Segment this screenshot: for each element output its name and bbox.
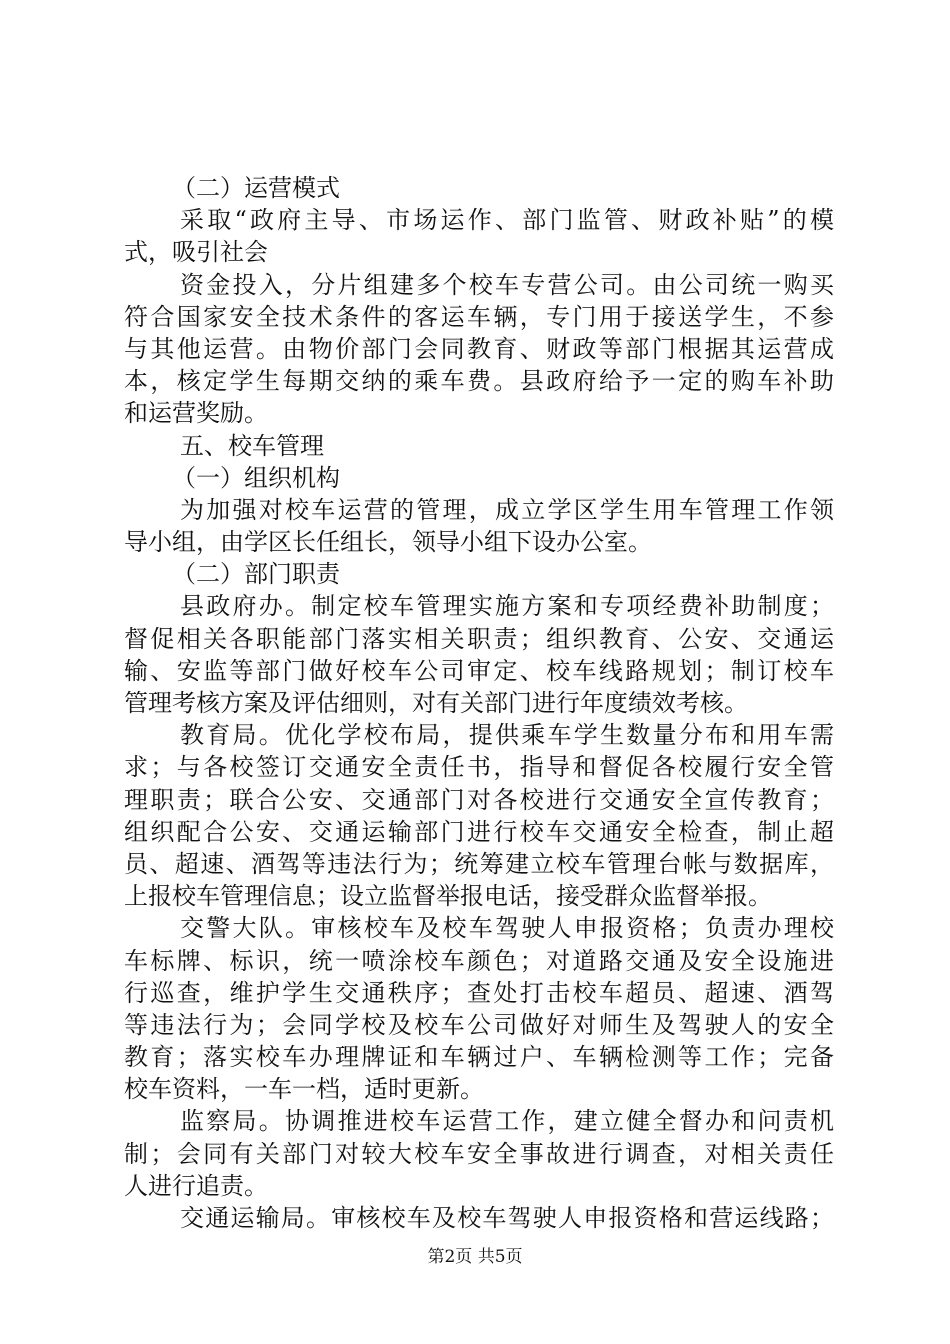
text-line: 人进行追责。 — [124, 1171, 268, 1200]
text-line: 交警大队。审核校车及校车驾驶人申报资格；负责办理校 — [180, 914, 834, 943]
text-line: 与其他运营。由物价部门会同教育、财政等部门根据其运营成 — [124, 334, 834, 363]
text-line: 上报校车管理信息；设立监督举报电话，接受群众监督举报。 — [124, 882, 772, 911]
text-line: 五、校车管理 — [180, 431, 324, 460]
text-line: 等违法行为；会同学校及校车公司做好对师生及驾驶人的安全 — [124, 1010, 834, 1039]
text-line: （二）运营模式 — [172, 174, 340, 202]
text-line: 县政府办。制定校车管理实施方案和专项经费补助制度； — [180, 592, 834, 621]
text-line: 符合国家安全技术条件的客运车辆，专门用于接送学生，不参 — [124, 302, 834, 331]
text-line: 采取“政府主导、市场运作、部门监管、财政补贴”的模 — [180, 206, 834, 235]
text-line: 理职责；联合公安、交通部门对各校进行交通安全宣传教育； — [124, 785, 834, 814]
text-line: 员、超速、酒驾等违法行为；统筹建立校车管理台帐与数据库， — [124, 849, 834, 878]
text-line: 式，吸引社会 — [124, 238, 268, 267]
text-line: 车标牌、标识，统一喷涂校车颜色；对道路交通及安全设施进 — [124, 946, 834, 975]
text-line: 组织配合公安、交通运输部门进行校车交通安全检查，制止超 — [124, 817, 834, 846]
document-body — [124, 172, 834, 1234]
text-line: 制；会同有关部门对较大校车安全事故进行调查，对相关责任 — [124, 1139, 834, 1168]
text-line: 导小组，由学区长任组长，领导小组下设办公室。 — [124, 528, 652, 557]
text-line: （二）部门职责 — [172, 560, 340, 589]
text-line: （一）组织机构 — [172, 463, 340, 492]
text-line: 教育；落实校车办理牌证和车辆过户、车辆检测等工作；完备 — [124, 1043, 834, 1072]
text-line: 求；与各校签订交通安全责任书，指导和督促各校履行安全管 — [124, 753, 834, 782]
text-line: 教育局。优化学校布局，提供乘车学生数量分布和用车需 — [180, 721, 834, 750]
text-line: 校车资料，一车一档，适时更新。 — [124, 1075, 484, 1104]
text-line: 交通运输局。审核校车及校车驾驶人申报资格和营运线路； — [180, 1204, 834, 1232]
text-line: 为加强对校车运营的管理，成立学区学生用车管理工作领 — [180, 495, 834, 524]
text-line: 输、安监等部门做好校车公司审定、校车线路规划；制订校车 — [124, 656, 834, 685]
page-footer: 第2页 共5页 — [427, 1247, 523, 1267]
text-line: 本，核定学生每期交纳的乘车费。县政府给予一定的购车补助 — [124, 367, 834, 396]
text-line: 监察局。协调推进校车运营工作，建立健全督办和问责机 — [180, 1107, 834, 1136]
text-line: 管理考核方案及评估细则，对有关部门进行年度绩效考核。 — [124, 689, 748, 717]
text-line: 行巡查，维护学生交通秩序；查处打击校车超员、超速、酒驾 — [124, 978, 834, 1007]
text-line: 资金投入，分片组建多个校车专营公司。由公司统一购买 — [180, 270, 834, 299]
text-line: 和运营奖励。 — [124, 399, 268, 428]
text-line: 督促相关各职能部门落实相关职责；组织教育、公安、交通运 — [124, 624, 834, 653]
